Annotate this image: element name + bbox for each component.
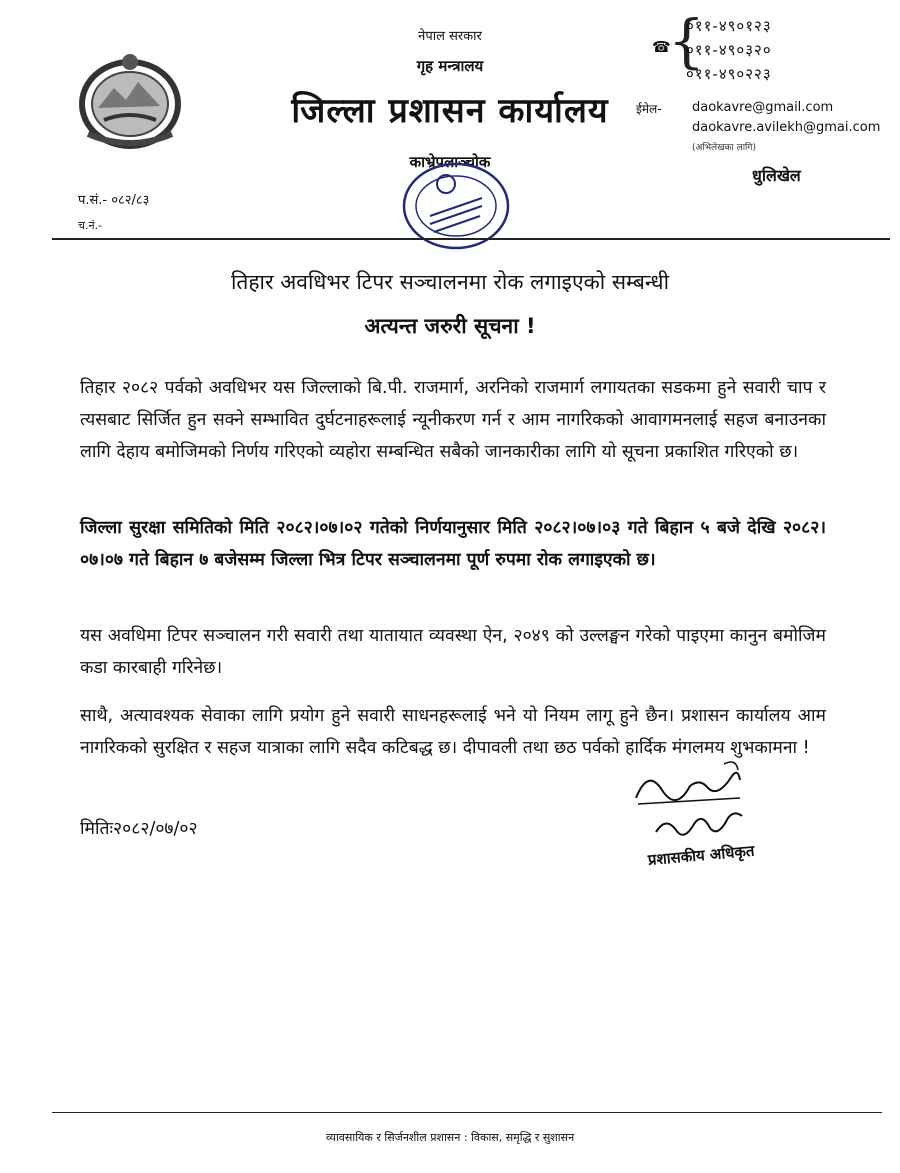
- notice-paragraph: जिल्ला सुरक्षा समितिको मिति २०८२।०७।०२ गतेको निर्णयानुसार मिति २०८२।०७।०३ गते बिहान ५ बजे देखि २०८२।०७।०७ गते बिहान ७ बजेसम्म जिल्ला भित्र टिपर सञ्चालनमा पूर्ण रुपमा रोक लगाइएको छ।: [80, 518, 826, 570]
- phone-list: [686, 14, 772, 86]
- phone-icon: ☎: [652, 38, 671, 56]
- email-label: ईमेल-: [636, 102, 662, 116]
- phone-number: ०११-४९०२२३: [686, 65, 772, 83]
- government-name: नेपाल सरकार: [418, 29, 482, 44]
- notice-subject: तिहार अवधिभर टिपर सञ्चालनमा रोक लगाइएको सम्बन्धी: [230, 270, 670, 294]
- email-note: (अभिलेखका लागि): [692, 143, 756, 153]
- phone-number: ०११-४९०१२३: [686, 17, 772, 35]
- notice-paragraph: साथै, अत्यावश्यक सेवाका लागि प्रयोग हुने सवारी साधनहरूलाई भने यो नियम लागू हुने छैन। प्रशासन कार्यालय आम नागरिकको सुरक्षित र सहज यात्राका लागि सदैव कटिबद्ध छ। दीपावली तथा छठ पर्वको हार्दिक मंगलमय शुभकामना !: [80, 706, 826, 758]
- signatory-title: प्रशासकीय अधिकृत: [647, 841, 756, 869]
- office-title: जिल्ला प्रशासन कार्यालय: [291, 91, 609, 131]
- footer-divider: [52, 1112, 882, 1113]
- header-divider: [52, 238, 890, 240]
- reference-number: प.सं.- ०८२/८३: [78, 193, 150, 208]
- district-name: काभ्रेपलाञ्चोक: [409, 153, 491, 171]
- footer-motto: व्यावसायिक र सिर्जनशील प्रशासन : विकास, समृद्धि र सुशासन: [325, 1131, 575, 1144]
- dispatch-number: च.नं.-: [78, 219, 103, 232]
- notice-paragraph: तिहार २०८२ पर्वको अवधिभर यस जिल्लाको बि.पी. राजमार्ग, अरनिको राजमार्ग लगायतका सडकमा हुने सवारी चाप र त्यसबाट सिर्जित हुन सक्ने सम्भावित दुर्घटनाहरूलाई न्यूनीकरण गर्न र आम नागरिकको आवागमनलाई सहज बनाउनका लागि देहाय बमोजिमको निर्णय गरिएको व्यहोरा सम्बन्धित सबैको जानकारीका लागि यो सूचना प्रकाशित गरिएको छ।: [80, 378, 826, 462]
- notice-paragraph: यस अवधिमा टिपर सञ्चालन गरी सवारी तथा यातायात व्यवस्था ऐन, २०४९ को उल्लङ्घन गरेको पाइएमा कानुन बमोजिम कडा कारबाही गरिनेछ।: [80, 626, 826, 678]
- email-link[interactable]: daokavre.avilekh@gmai.com: [692, 120, 881, 135]
- notice-heading: अत्यन्त जरुरी सूचना !: [364, 314, 536, 338]
- office-place: धुलिखेल: [752, 166, 801, 185]
- notice-date: मितिः२०८२/०७/०२: [80, 819, 198, 839]
- brace-icon: {: [668, 7, 705, 75]
- email-link[interactable]: daokavre@gmail.com: [692, 100, 834, 115]
- ministry-name: गृह मन्त्रालय: [416, 57, 484, 75]
- phone-number: ०११-४९०३२०: [686, 41, 772, 59]
